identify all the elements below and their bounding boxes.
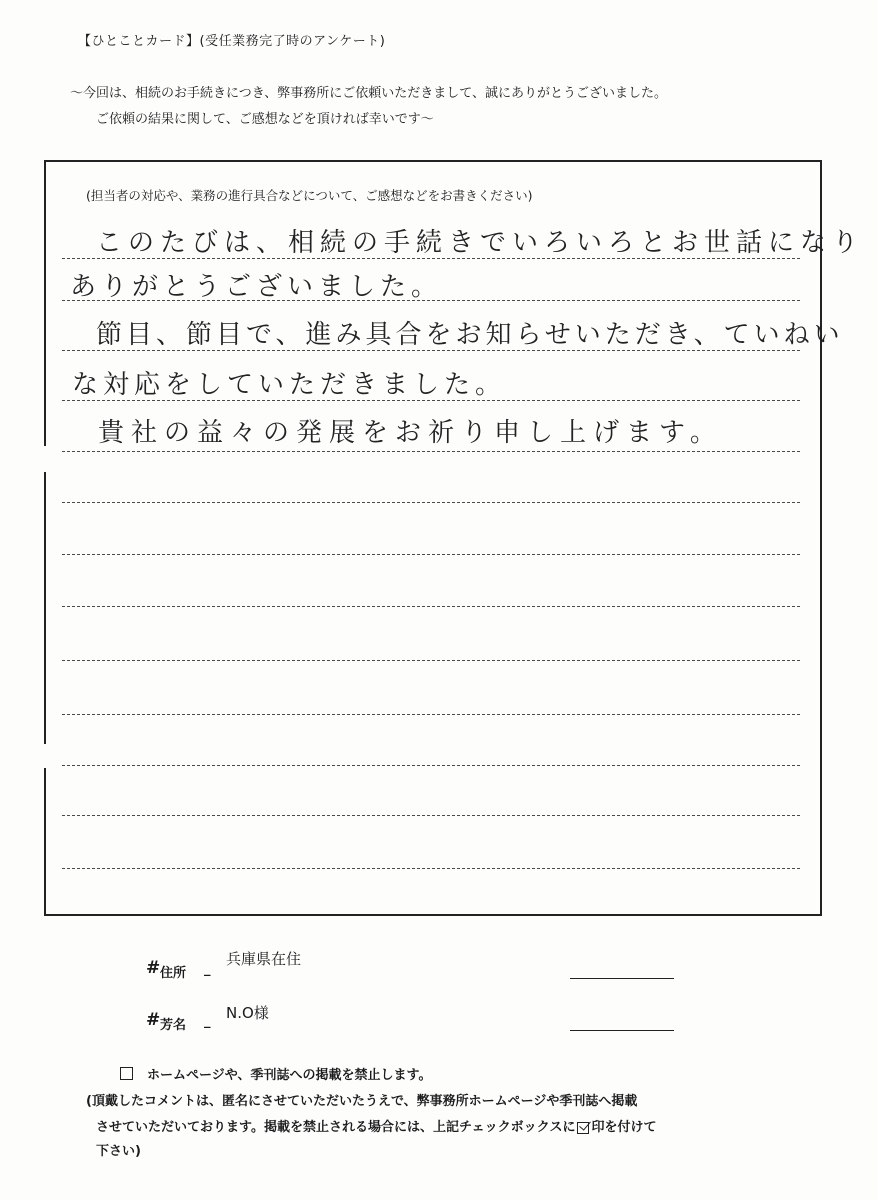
writing-line [62,502,800,503]
intro-text-line-2: ご依頼の結果に関して、ご感想などを頂ければ幸いです～ [96,112,434,127]
address-label: 住所 [160,966,187,981]
writing-line [62,714,800,715]
writing-line [62,606,800,607]
handwritten-line: 節目、節目で、進み具合をお知らせいただき、ていねい [96,320,844,350]
check-mark-icon [577,1122,589,1134]
name-value[interactable]: N.O様 [226,1004,269,1022]
consent-note-line-2 [96,1116,656,1135]
handwritten-line: 貴社の益々の発展をお祈り申し上げます。 [98,418,723,448]
publication-opt-out [120,1064,431,1083]
opt-out-label: ホームページや、季刊誌への掲載を禁止します。 [147,1068,432,1083]
writing-line [62,554,800,555]
address-value[interactable]: 兵庫県在住 [226,950,302,968]
frame-gap [40,744,48,768]
writing-line [62,765,800,766]
intro-text-line-1: ～今回は、相続のお手続きにつき、弊事務所にご依頼いただきまして、誠にありがとうございました。 [70,86,667,101]
card-title: 【ひとことカード】(受任業務完了時のアンケート) [78,34,386,49]
name-underline [570,1030,674,1031]
writing-line [62,660,800,661]
consent-note-line-1: (頂戴したコメントは、匿名にさせていただいたうえで、弊事務所ホームページや季刊誌へ掲載 [86,1094,638,1109]
writing-line [62,451,800,452]
consent-note-text: 印を付けて [591,1120,657,1135]
field-dash: _ [204,962,211,977]
name-label: 芳名 [160,1018,187,1033]
field-dash: _ [204,1014,211,1029]
opt-out-checkbox[interactable] [120,1067,133,1080]
hash-icon: # [146,958,161,978]
handwritten-line: このたびは、相続の手続きでいろいろとお世話になり [96,228,865,258]
hash-icon: # [146,1010,161,1030]
frame-gap [40,446,48,472]
writing-line [62,815,800,816]
consent-note-text: させていただいております。掲載を禁止される場合には、上記チェックボックスに [96,1120,576,1135]
address-underline [570,978,674,979]
consent-note-line-3: 下さい) [96,1144,141,1159]
handwritten-line: ありがとうございました。 [70,272,443,302]
writing-line [62,868,800,869]
handwritten-line: な対応をしていただきました。 [72,370,507,400]
comment-prompt: (担当者の対応や、業務の進行具合などについて、ご感想などをお書きください) [86,188,533,203]
